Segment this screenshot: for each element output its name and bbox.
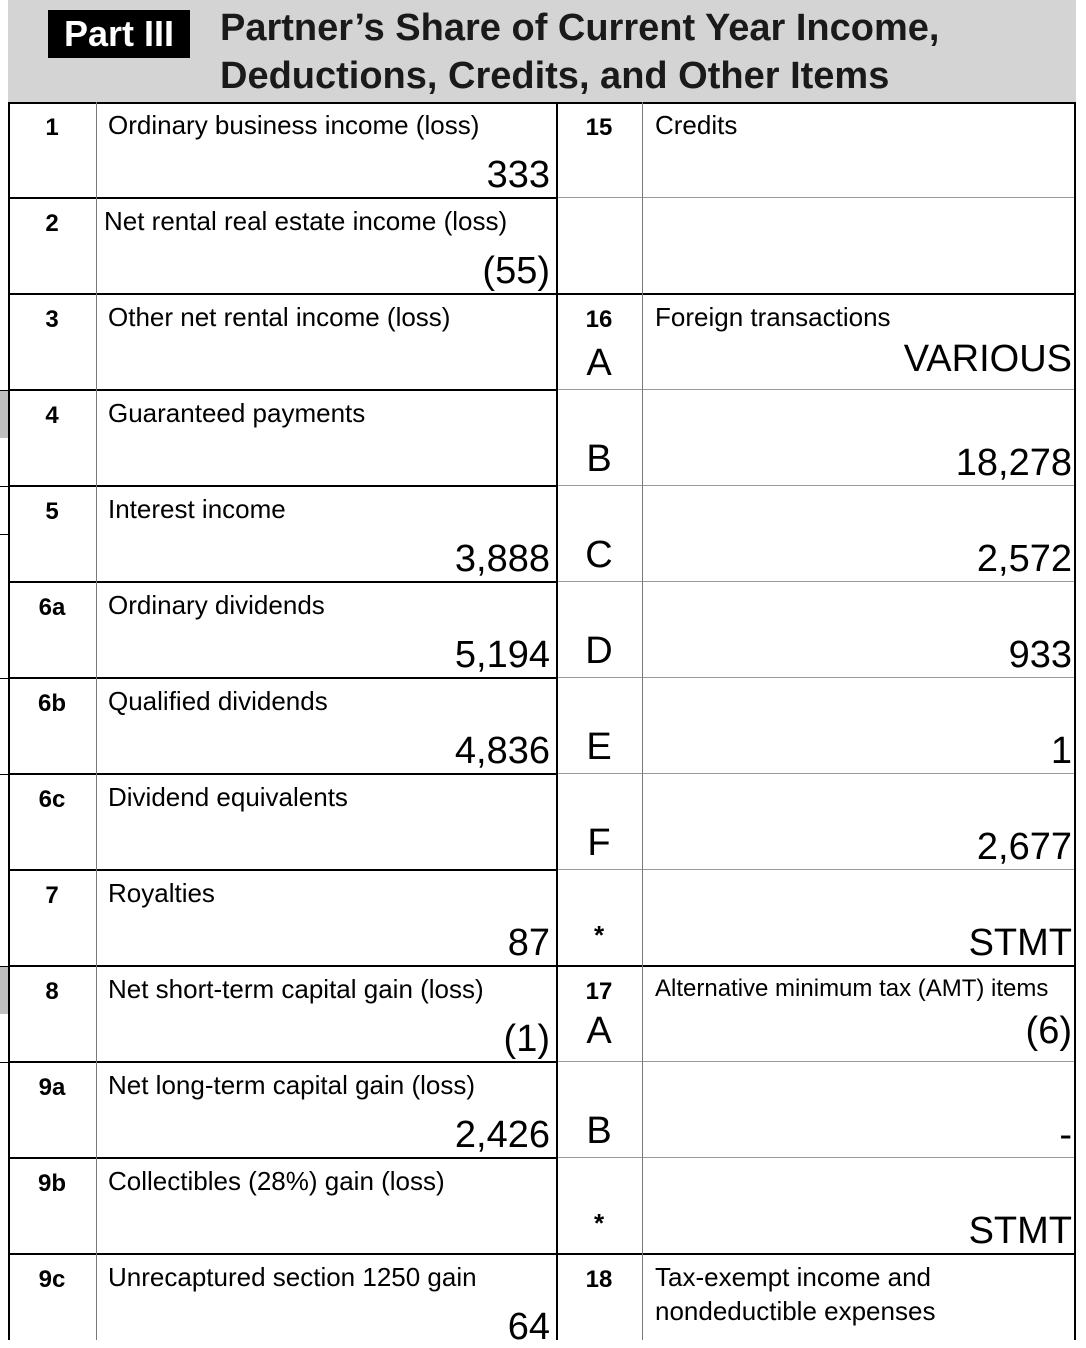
row-divider-right	[556, 197, 1074, 198]
statement-marker: *	[593, 920, 605, 950]
code-col-divider	[642, 102, 643, 1340]
code-value-field[interactable]: 2,677	[976, 826, 1072, 868]
line-number: 4	[45, 402, 59, 429]
row-divider-left	[8, 773, 556, 775]
code-letter: C	[585, 534, 613, 576]
code-value-field[interactable]: 1	[1050, 730, 1072, 772]
line-value-field[interactable]: 333	[486, 154, 550, 196]
line-number: 18	[585, 1266, 613, 1293]
row-divider-left	[8, 1253, 556, 1255]
line-label-continued: nondeductible expenses	[655, 1296, 936, 1326]
line-number: 9b	[37, 1170, 66, 1197]
line-label: Alternative minimum tax (AMT) items	[655, 975, 1049, 1002]
line-label: Foreign transactions	[655, 302, 891, 332]
margin-tick	[0, 966, 8, 967]
line-label: Unrecaptured section 1250 gain	[108, 1262, 477, 1292]
line-value-field[interactable]: 64	[507, 1306, 550, 1348]
right-border	[1074, 102, 1076, 1340]
line-number: 3	[45, 306, 59, 333]
line-label: Net short-term capital gain (loss)	[108, 974, 484, 1004]
line-label: Collectibles (28%) gain (loss)	[108, 1166, 445, 1196]
line-value-field[interactable]: 3,888	[454, 538, 550, 580]
margin-stub	[0, 390, 8, 438]
line-number: 2	[45, 210, 59, 237]
margin-tick	[0, 534, 8, 535]
row-divider-right	[556, 869, 1074, 870]
mid-divider	[556, 102, 558, 1340]
line-value-field[interactable]: 4,836	[454, 730, 550, 772]
line-value-field[interactable]: 5,194	[454, 634, 550, 676]
part-header	[8, 0, 1076, 104]
row-divider-right	[556, 389, 1074, 390]
row-divider-right	[556, 677, 1074, 678]
line-label: Other net rental income (loss)	[108, 302, 451, 332]
row-divider-left	[8, 1061, 556, 1063]
line-number: 5	[45, 498, 59, 525]
row-divider-right	[556, 485, 1074, 486]
code-value-field[interactable]: STMT	[968, 1210, 1072, 1252]
row-divider-left	[8, 293, 556, 295]
part-badge: Part III	[48, 10, 190, 58]
row-divider-right	[556, 293, 1074, 295]
code-value-field[interactable]: (6)	[1025, 1010, 1072, 1052]
row-divider-right	[556, 1157, 1074, 1158]
margin-tick	[0, 486, 8, 487]
code-letter: B	[586, 1110, 612, 1152]
line-number: 6c	[38, 786, 66, 813]
margin-tick	[0, 1062, 8, 1063]
part-title	[220, 4, 939, 100]
line-number: 9c	[38, 1266, 66, 1293]
statement-marker: *	[593, 1208, 605, 1238]
margin-tick	[0, 774, 8, 775]
line-label: Dividend equivalents	[108, 782, 348, 812]
code-value-field[interactable]: STMT	[968, 922, 1072, 964]
row-divider-left	[8, 869, 556, 871]
row-divider-left	[8, 197, 556, 199]
line-label: Guaranteed payments	[108, 398, 366, 428]
margin-stub	[0, 966, 8, 1014]
row-divider-right	[556, 1061, 1074, 1062]
code-value-field[interactable]: VARIOUS	[903, 338, 1072, 380]
row-divider-left	[8, 965, 556, 967]
line-number: 15	[585, 114, 613, 141]
margin-tick	[0, 390, 8, 391]
line-label: Ordinary dividends	[108, 590, 325, 620]
line-label: Ordinary business income (loss)	[108, 110, 480, 140]
row-divider-right	[556, 581, 1074, 582]
num-col-divider	[96, 102, 97, 1340]
line-value-field[interactable]: (55)	[482, 250, 550, 292]
line-value-field[interactable]: 87	[507, 922, 550, 964]
line-label: Qualified dividends	[108, 686, 328, 716]
row-divider-right	[556, 1253, 1074, 1255]
code-value-field[interactable]: -	[1059, 1114, 1072, 1156]
line-number: 1	[45, 114, 59, 141]
line-number: 6b	[37, 690, 66, 717]
left-border	[8, 102, 10, 1340]
row-divider-left	[8, 389, 556, 391]
line-label: Interest income	[108, 494, 286, 524]
code-value-field[interactable]: 2,572	[976, 538, 1072, 580]
code-letter: F	[587, 822, 611, 864]
row-divider-left	[8, 581, 556, 583]
row-divider-left	[8, 485, 556, 487]
part-title-line-2: Deductions, Credits, and Other Items	[220, 55, 890, 97]
line-label: Credits	[655, 110, 738, 140]
row-divider-left	[8, 677, 556, 679]
line-label: Net long-term capital gain (loss)	[108, 1070, 476, 1100]
line-number: 17	[585, 978, 613, 1005]
code-letter: D	[585, 630, 613, 672]
line-value-field[interactable]: 2,426	[454, 1114, 550, 1156]
code-value-field[interactable]: 18,278	[955, 442, 1072, 484]
row-divider-right	[556, 965, 1074, 967]
line-label: Royalties	[108, 878, 215, 908]
code-letter: E	[586, 726, 612, 768]
line-number: 16	[585, 306, 613, 333]
row-divider-right	[556, 773, 1074, 774]
line-number: 6a	[38, 594, 66, 621]
line-label: Tax-exempt income and	[655, 1262, 932, 1292]
margin-tick	[0, 678, 8, 679]
line-number: 9a	[38, 1074, 66, 1101]
line-number: 7	[45, 882, 59, 909]
code-value-field[interactable]: 933	[1008, 634, 1072, 676]
line-value-field[interactable]: (1)	[503, 1018, 550, 1060]
code-letter: A	[586, 342, 612, 384]
row-divider-left	[8, 1157, 556, 1159]
code-letter: B	[586, 438, 612, 480]
line-label: Net rental real estate income (loss)	[104, 206, 508, 236]
line-number: 8	[45, 978, 59, 1005]
part-title-line-1: Partner’s Share of Current Year Income,	[220, 7, 940, 49]
code-letter: A	[586, 1010, 612, 1052]
